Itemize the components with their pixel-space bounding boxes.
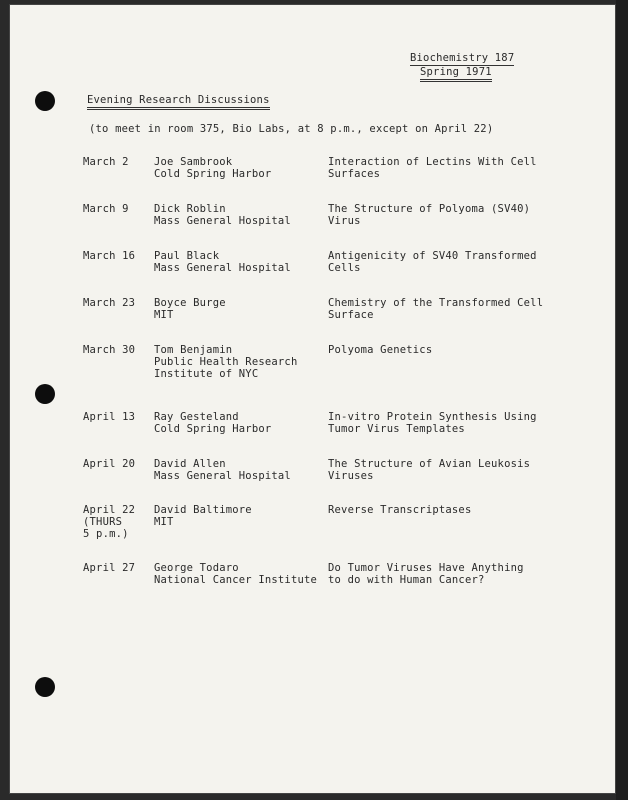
page-title: Evening Research Discussions bbox=[87, 94, 270, 110]
punch-hole-middle bbox=[35, 384, 55, 404]
course-term: Spring 1971 bbox=[420, 66, 492, 82]
entry-speaker bbox=[154, 156, 271, 180]
entry-speaker bbox=[154, 504, 252, 528]
course-title: Biochemistry 187 bbox=[410, 52, 515, 64]
entry-topic bbox=[328, 250, 537, 274]
entry-topic bbox=[328, 562, 524, 586]
entry-speaker bbox=[154, 250, 291, 274]
entry-speaker-line: Cold Spring Harbor bbox=[154, 423, 272, 435]
entry-topic-line: Cells bbox=[328, 262, 361, 274]
entry-date-line: April 20 bbox=[83, 458, 136, 470]
entry-date-line: March 2 bbox=[83, 156, 129, 168]
entry-speaker-line: Cold Spring Harbor bbox=[154, 168, 272, 180]
entry-topic-line: Surfaces bbox=[328, 168, 381, 180]
entry-speaker bbox=[154, 203, 291, 227]
entry-date-line: March 30 bbox=[83, 344, 136, 356]
punch-hole-bottom bbox=[35, 677, 55, 697]
entry-topic bbox=[328, 203, 530, 227]
entry-topic-line: Polyoma Genetics bbox=[328, 344, 433, 356]
meeting-note: (to meet in room 375, Bio Labs, at 8 p.m., except on April 22) bbox=[89, 123, 494, 135]
entry-topic bbox=[328, 504, 471, 516]
entry-date-line: March 9 bbox=[83, 203, 129, 215]
entry-speaker bbox=[154, 297, 226, 321]
entry-speaker-line: David Baltimore bbox=[154, 504, 252, 516]
entry-date-line: April 27 bbox=[83, 562, 136, 574]
entry-speaker-line: Boyce Burge bbox=[154, 297, 226, 309]
entry-topic-line: Tumor Virus Templates bbox=[328, 423, 465, 435]
entry-topic-line: Interaction of Lectins With Cell bbox=[328, 156, 537, 168]
entry-date bbox=[83, 156, 129, 168]
entry-date bbox=[83, 458, 135, 470]
entry-date bbox=[83, 504, 135, 540]
entry-date-line: April 13 bbox=[83, 411, 136, 423]
entry-speaker-line: Paul Black bbox=[154, 250, 220, 262]
entry-topic-line: Virus bbox=[328, 215, 361, 227]
entry-speaker bbox=[154, 411, 271, 435]
entry-speaker-line: National Cancer Institute bbox=[154, 574, 318, 586]
entry-topic-line: Do Tumor Viruses Have Anything bbox=[328, 562, 524, 574]
entry-topic-line: Surface bbox=[328, 309, 374, 321]
entry-date bbox=[83, 411, 135, 423]
entry-speaker bbox=[154, 344, 297, 380]
entry-speaker bbox=[154, 458, 291, 482]
entry-speaker bbox=[154, 562, 317, 586]
entry-speaker-line: Institute of NYC bbox=[154, 368, 259, 380]
entry-speaker-line: David Allen bbox=[154, 458, 226, 470]
entry-speaker-line: Mass General Hospital bbox=[154, 262, 291, 274]
entry-topic bbox=[328, 411, 537, 435]
entry-speaker-line: MIT bbox=[154, 309, 174, 321]
entry-date-line: March 23 bbox=[83, 297, 136, 309]
entry-date bbox=[83, 203, 129, 215]
entry-speaker-line: Mass General Hospital bbox=[154, 215, 291, 227]
entry-topic bbox=[328, 344, 432, 356]
entry-topic-line: Chemistry of the Transformed Cell bbox=[328, 297, 544, 309]
entry-speaker-line: George Todaro bbox=[154, 562, 239, 574]
entry-topic bbox=[328, 297, 543, 321]
entry-speaker-line: Joe Sambrook bbox=[154, 156, 233, 168]
entry-date-line: 5 p.m.) bbox=[83, 528, 129, 540]
entry-topic-line: The Structure of Polyoma (SV40) bbox=[328, 203, 531, 215]
entry-topic-line: Viruses bbox=[328, 470, 374, 482]
entry-speaker-line: Dick Roblin bbox=[154, 203, 226, 215]
entry-date-line: March 16 bbox=[83, 250, 136, 262]
entry-speaker-line: Tom Benjamin bbox=[154, 344, 233, 356]
entry-date bbox=[83, 297, 135, 309]
entry-speaker-line: Public Health Research bbox=[154, 356, 298, 368]
scan-border bbox=[616, 0, 628, 800]
entry-date bbox=[83, 250, 135, 262]
entry-topic bbox=[328, 156, 537, 180]
entry-date-line: April 22 bbox=[83, 504, 136, 516]
entry-topic-line: Reverse Transcriptases bbox=[328, 504, 472, 516]
entry-speaker-line: Mass General Hospital bbox=[154, 470, 291, 482]
entry-speaker-line: MIT bbox=[154, 516, 174, 528]
punch-hole-top bbox=[35, 91, 55, 111]
entry-topic-line: to do with Human Cancer? bbox=[328, 574, 485, 586]
entry-date bbox=[83, 344, 135, 356]
entry-date-line: (THURS bbox=[83, 516, 123, 528]
entry-topic-line: In-vitro Protein Synthesis Using bbox=[328, 411, 537, 423]
entry-topic bbox=[328, 458, 530, 482]
document-page bbox=[9, 4, 616, 794]
entry-topic-line: The Structure of Avian Leukosis bbox=[328, 458, 531, 470]
entry-topic-line: Antigenicity of SV40 Transformed bbox=[328, 250, 537, 262]
entry-date bbox=[83, 562, 135, 574]
entry-speaker-line: Ray Gesteland bbox=[154, 411, 239, 423]
